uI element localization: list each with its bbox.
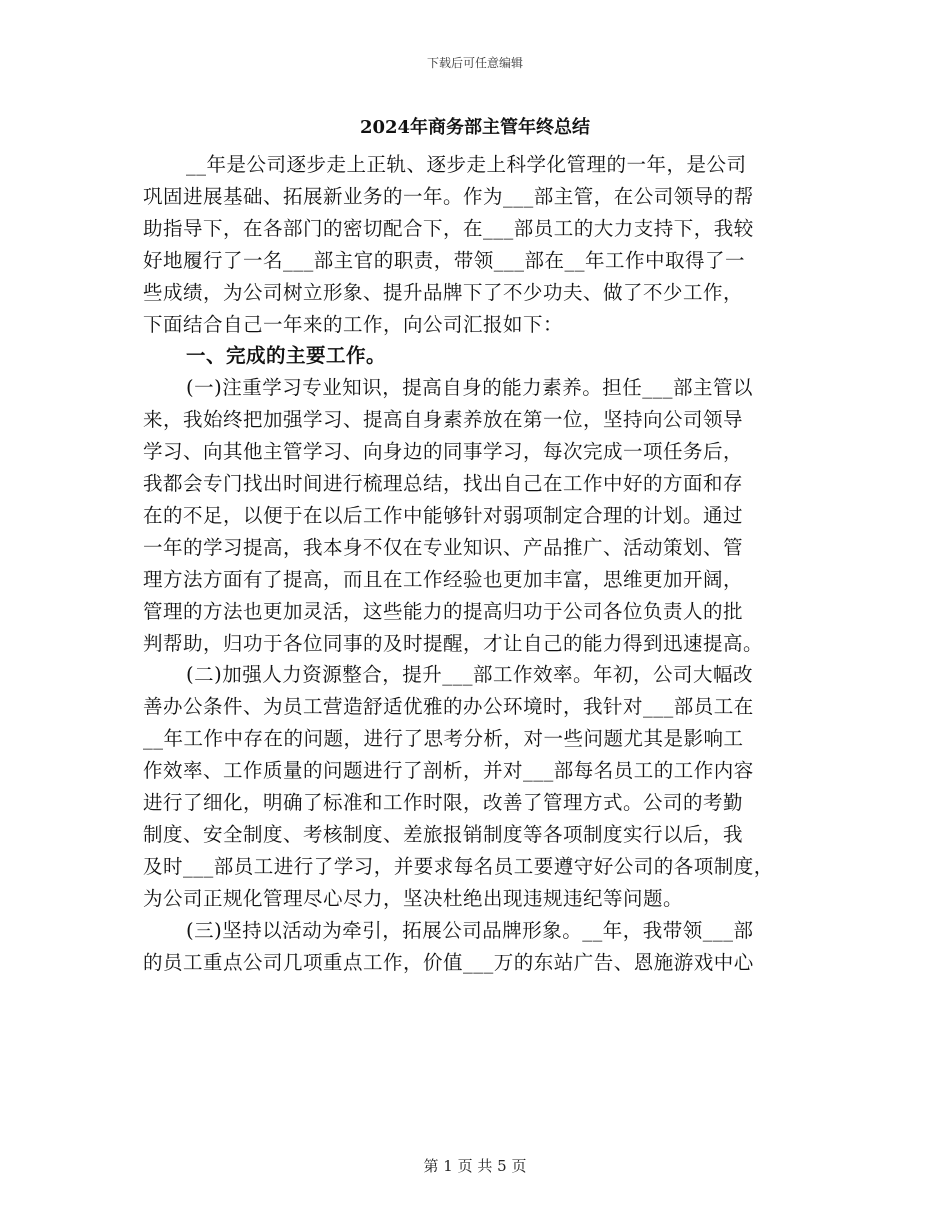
document-title: 2024年商务部主管年终总结 [359,117,591,138]
body-line: 为公司正规化管理尽心尽力，坚决杜绝出现违规违纪等问题。 [143,886,684,910]
body-line: 及时___部员工进行了学习，并要求每名员工要遵守好公司的各项制度， [143,854,774,878]
body-line: 来，我始终把加强学习、提高自身素养放在第一位，坚持向公司领导 [143,408,744,432]
body-line: 在的不足，以便于在以后工作中能够针对弱项制定合理的计划。通过 [143,503,744,527]
body-line: 我都会专门找出时间进行梳理总结，找出自己在工作中好的方面和存 [143,472,744,495]
body-line: 些成绩，为公司树立形象、提升品牌下了不少功夫、做了不少工作， [143,280,744,304]
page-footer: 第 1 页 共 5 页 [423,1157,527,1175]
section-heading: 一、完成的主要工作。 [186,344,387,368]
body-line: (一)注重学习专业知识，提高自身的能力素养。担任___部主管以 [186,376,753,400]
body-line: 好地履行了一名___部主官的职责，带领___部在__年工作中取得了一 [143,248,746,272]
body-line: 理方法方面有了提高，而且在工作经验也更加丰富，思维更加开阔， [143,567,744,591]
body-line: 管理的方法也更加灵活，这些能力的提高归功于公司各位负责人的批 [143,599,744,623]
body-line: 善办公条件、为员工营造舒适优雅的办公环境时，我针对___部员工在 [143,695,754,719]
body-line: 的员工重点公司几项重点工作，价值___万的东站广告、恩施游戏中心 [143,950,754,974]
body-line: 进行了细化，明确了标准和工作时限，改善了管理方式。公司的考勤 [143,791,744,814]
body-line: 判帮助，归功于各位同事的及时提醒，才让自己的能力得到迅速提高。 [143,631,764,655]
body-line: 助指导下，在各部门的密切配合下，在___部员工的大力支持下，我较 [143,216,754,240]
body-line: 作效率、工作质量的问题进行了剖析，并对___部每名员工的工作内容 [143,759,754,783]
body-line: 巩固进展基础、拓展新业务的一年。作为___部主管，在公司领导的帮 [143,184,754,208]
header-note: 下载后可任意编辑 [426,56,523,70]
body-line: 一年的学习提高，我本身不仅在专业知识、产品推广、活动策划、管 [143,535,744,559]
body-line: (二)加强人力资源整合，提升___部工作效率。年初，公司大幅改 [186,663,753,687]
body-line: __年是公司逐步走上正轨、逐步走上科学化管理的一年，是公司 [186,153,747,176]
body-line: (三)坚持以活动为牵引，拓展公司品牌形象。__年，我带领___部 [186,918,754,942]
body-line: 下面结合自己一年来的工作，向公司汇报如下： [143,312,564,336]
body-line: __年工作中存在的问题，进行了思考分析，对一些问题尤其是影响工 [143,727,744,751]
body-line: 学习、向其他主管学习、向身边的同事学习，每次完成一项任务后， [143,440,744,464]
body-line: 制度、安全制度、考核制度、差旅报销制度等各项制度实行以后，我 [143,822,744,846]
